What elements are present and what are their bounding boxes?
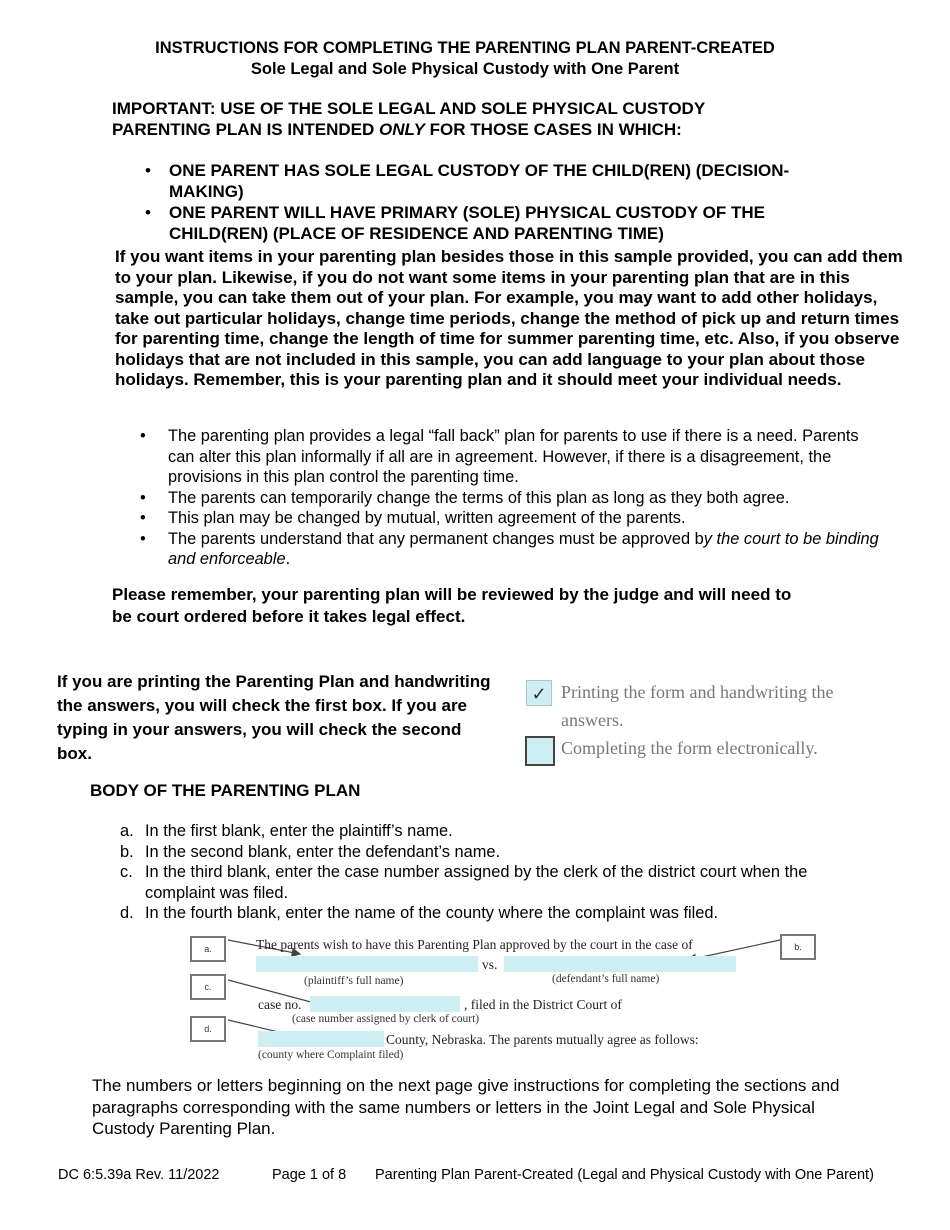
county-text: County, Nebraska. The parents mutually agree as follows: xyxy=(386,1032,699,1047)
notes-list xyxy=(140,426,880,570)
callout-box-a: a. xyxy=(190,936,226,962)
document-title: INSTRUCTIONS FOR COMPLETING THE PARENTING PLAN PARENT-CREATED xyxy=(155,39,775,57)
caption-plaintiff: (plaintiff’s full name) xyxy=(304,975,404,987)
vs-text: vs. xyxy=(482,957,498,972)
document-subtitle: Sole Legal and Sole Physical Custody with One Parent xyxy=(250,60,680,78)
checkbox-electronic[interactable] xyxy=(525,736,555,766)
callout-box-b: b. xyxy=(780,934,816,960)
intro-paragraph: If you want items in your parenting plan besides those in this sample provided, you can add them to your plan. Likewise, if you do not want some items in your parenting plan that are in this sample, you can take them out of your plan. For example, you may want to add other holidays, take out particular holidays, change time periods, change the method of pick up and return times for parenting time, change the length of time for summer parenting time, etc. Also, if you observe holidays that are not included in this sample, you can add language to your plan about those holidays. Remember, this is your parenting plan and it should meet your individual needs. xyxy=(115,247,903,389)
caption-case-number: (case number assigned by clerk of court) xyxy=(292,1013,480,1025)
caption-county: (county where Complaint filed) xyxy=(258,1049,404,1061)
defendant-blank[interactable] xyxy=(504,956,736,972)
printing-instruction: If you are printing the Parenting Plan and handwriting the answers, you will check the first box. If you are typing in your answers, you will check the second box. xyxy=(57,672,491,763)
body-section-heading: BODY OF THE PARENTING PLAN xyxy=(90,781,361,800)
checkbox-printing[interactable]: ✓ xyxy=(526,680,552,706)
filed-in-text: , filed in the District Court of xyxy=(464,997,622,1012)
step-d: d. In the fourth blank, enter the name of the county where the complaint was filed. xyxy=(120,904,719,922)
note-fallback-plan: • The parenting plan provides a legal “fall back” plan for parents to use if there is a need. Parents can alter this plan informally if all are in agreement. However, if there is a disagreement, the provisions in this plan control the parenting time. xyxy=(140,426,880,488)
callout-box-c: c. xyxy=(190,974,226,1000)
footer-form-id: DC 6:5.39a Rev. 11/2022 xyxy=(58,1167,220,1183)
note-temporary-change: • The parents can temporarily change the terms of this plan as long as they both agree. xyxy=(140,488,880,509)
important-notice xyxy=(112,98,832,140)
closing-paragraph: The numbers or letters beginning on the next page give instructions for completing the sections and paragraphs corresponding with the same numbers or letters in the Joint Legal and Sole Physical Custody Parenting Plan. xyxy=(92,1076,840,1138)
condition-legal-custody: • ONE PARENT HAS SOLE LEGAL CUSTODY OF THE CHILD(REN) (DECISION- MAKING) xyxy=(145,160,805,202)
important-line2: PARENTING PLAN IS INTENDED ONLY FOR THOSE CASES IN WHICH: xyxy=(112,120,682,139)
footer-page-number: Page 1 of 8 xyxy=(272,1167,347,1183)
condition-physical-custody: • ONE PARENT WILL HAVE PRIMARY (SOLE) PHYSICAL CUSTODY OF THE CHILD(REN) (PLACE OF RESIDENCE AND PARENTING TIME) xyxy=(145,202,805,244)
custody-conditions-list xyxy=(145,160,805,244)
body-steps-list xyxy=(120,821,880,924)
case-number-blank[interactable] xyxy=(310,996,460,1012)
form-excerpt-illustration xyxy=(188,930,828,1070)
note-mutual-change: • This plan may be changed by mutual, written agreement of the parents. xyxy=(140,508,880,529)
caption-defendant: (defendant’s full name) xyxy=(552,973,660,985)
checkbox-electronic-label: Completing the form electronically. xyxy=(561,738,818,758)
step-c: c. In the third blank, enter the case number assigned by the clerk of the district court when the complaint was filed. xyxy=(120,863,808,902)
note-permanent-change: • The parents understand that any permanent changes must be approved by the court to be binding and enforceable. xyxy=(140,529,880,570)
form-line1: The parents wish to have this Parenting Plan approved by the court in the case of xyxy=(256,937,693,952)
checkbox-printing-label: Printing the form and handwriting the answers. xyxy=(561,682,834,730)
callout-box-d: d. xyxy=(190,1016,226,1042)
court-order-reminder: Please remember, your parenting plan will be reviewed by the judge and will need to be court ordered before it takes legal effect. xyxy=(112,585,792,626)
case-no-label: case no. xyxy=(258,997,302,1012)
step-b: b. In the second blank, enter the defendant’s name. xyxy=(120,842,501,861)
important-line1: IMPORTANT: USE OF THE SOLE LEGAL AND SOLE PHYSICAL CUSTODY xyxy=(112,99,706,118)
footer-document-title: Parenting Plan Parent-Created (Legal and Physical Custody with One Parent) xyxy=(375,1167,874,1183)
county-blank[interactable] xyxy=(258,1031,384,1047)
plaintiff-blank[interactable] xyxy=(256,956,478,972)
step-a: a. In the first blank, enter the plaintiff’s name. xyxy=(120,822,453,840)
